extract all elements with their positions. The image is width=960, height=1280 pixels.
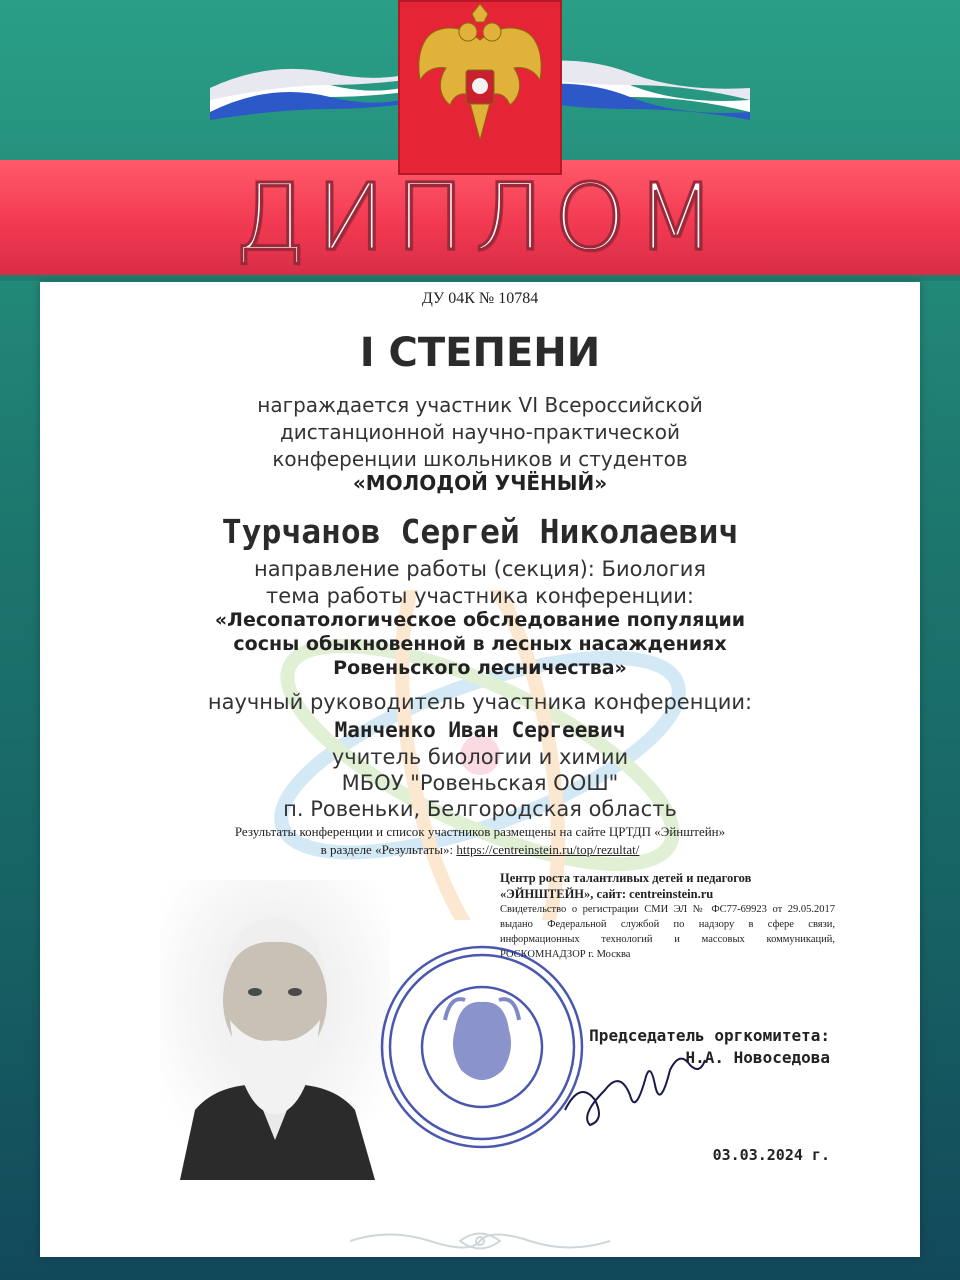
russian-coat-of-arms-icon [398,0,562,175]
diploma-degree: I СТЕПЕНИ [359,330,601,376]
award-line: награждается участник VI Всероссийской [257,393,703,417]
advisor-name: Манченко Иван Сергеевич [334,718,626,742]
results-line: Результаты конференции и список участников размещены на сайте ЦРТДП «Эйнштейн» [234,824,726,839]
signature-icon [560,1040,710,1130]
organizer-registration: Свидетельство о регистрации СМИ ЭЛ № ФС77-69923 от 29.05.2017 выдано Федеральной службой по надзору в сфере связи, информационных технологий и массовых коммуникаций, РОСКОМНАДЗОР г. Москва [500,904,835,960]
advisor-label: научный руководитель участника конференции: [207,690,753,714]
organizer-site-line: «ЭЙНШТЕЙН», сайт: centreinstein.ru [500,887,714,901]
diploma-date: 03.03.2024 г. [712,1146,830,1164]
topic-line: «Лесопатологическое обследование популяции [214,609,746,631]
award-text [40,392,920,473]
award-line: дистанционной научно-практической [279,420,681,444]
section-info [40,556,920,610]
advisor-position: учитель биологии и химии [331,745,629,769]
topic-title [40,608,920,680]
section-line: направление работы (секция): Биология [253,557,707,581]
advisor-school: МБОУ "Ровеньская ООШ" [341,771,619,795]
topic-line: сосны обыкновенной в лесных насаждениях [233,633,727,655]
organizer-head: Центр роста талантливых детей и педагогов [500,871,752,885]
results-link[interactable]: https://centreinstein.ru/top/rezultat/ [456,842,640,857]
diploma-title: ДИПЛОМ [234,164,726,271]
contest-name: «МОЛОДОЙ УЧЁНЫЙ» [352,471,608,495]
advisor-info [40,744,920,822]
topic-line: Ровеньского лесничества» [333,657,627,679]
advisor-location: п. Ровеньки, Белгородская область [283,797,677,821]
chair-label: Председатель оргкомитета: [589,1026,830,1045]
coat-of-arms-panel [398,0,562,175]
results-line-2 [40,841,920,859]
recipient-name: Турчанов Сергей Николаевич [221,512,739,551]
diploma-number: ДУ 04К № 10784 [421,290,539,307]
topic-label: тема работы участника конференции: [266,584,694,608]
bottom-ornament-icon [350,1228,610,1254]
scientist-portrait-icon [160,880,390,1180]
award-line: конференции школьников и студентов [272,447,688,471]
chair-name: Н.А. Новоседова [685,1048,830,1067]
results-prefix: в разделе «Результаты»: [320,842,457,857]
results-note [40,823,920,859]
